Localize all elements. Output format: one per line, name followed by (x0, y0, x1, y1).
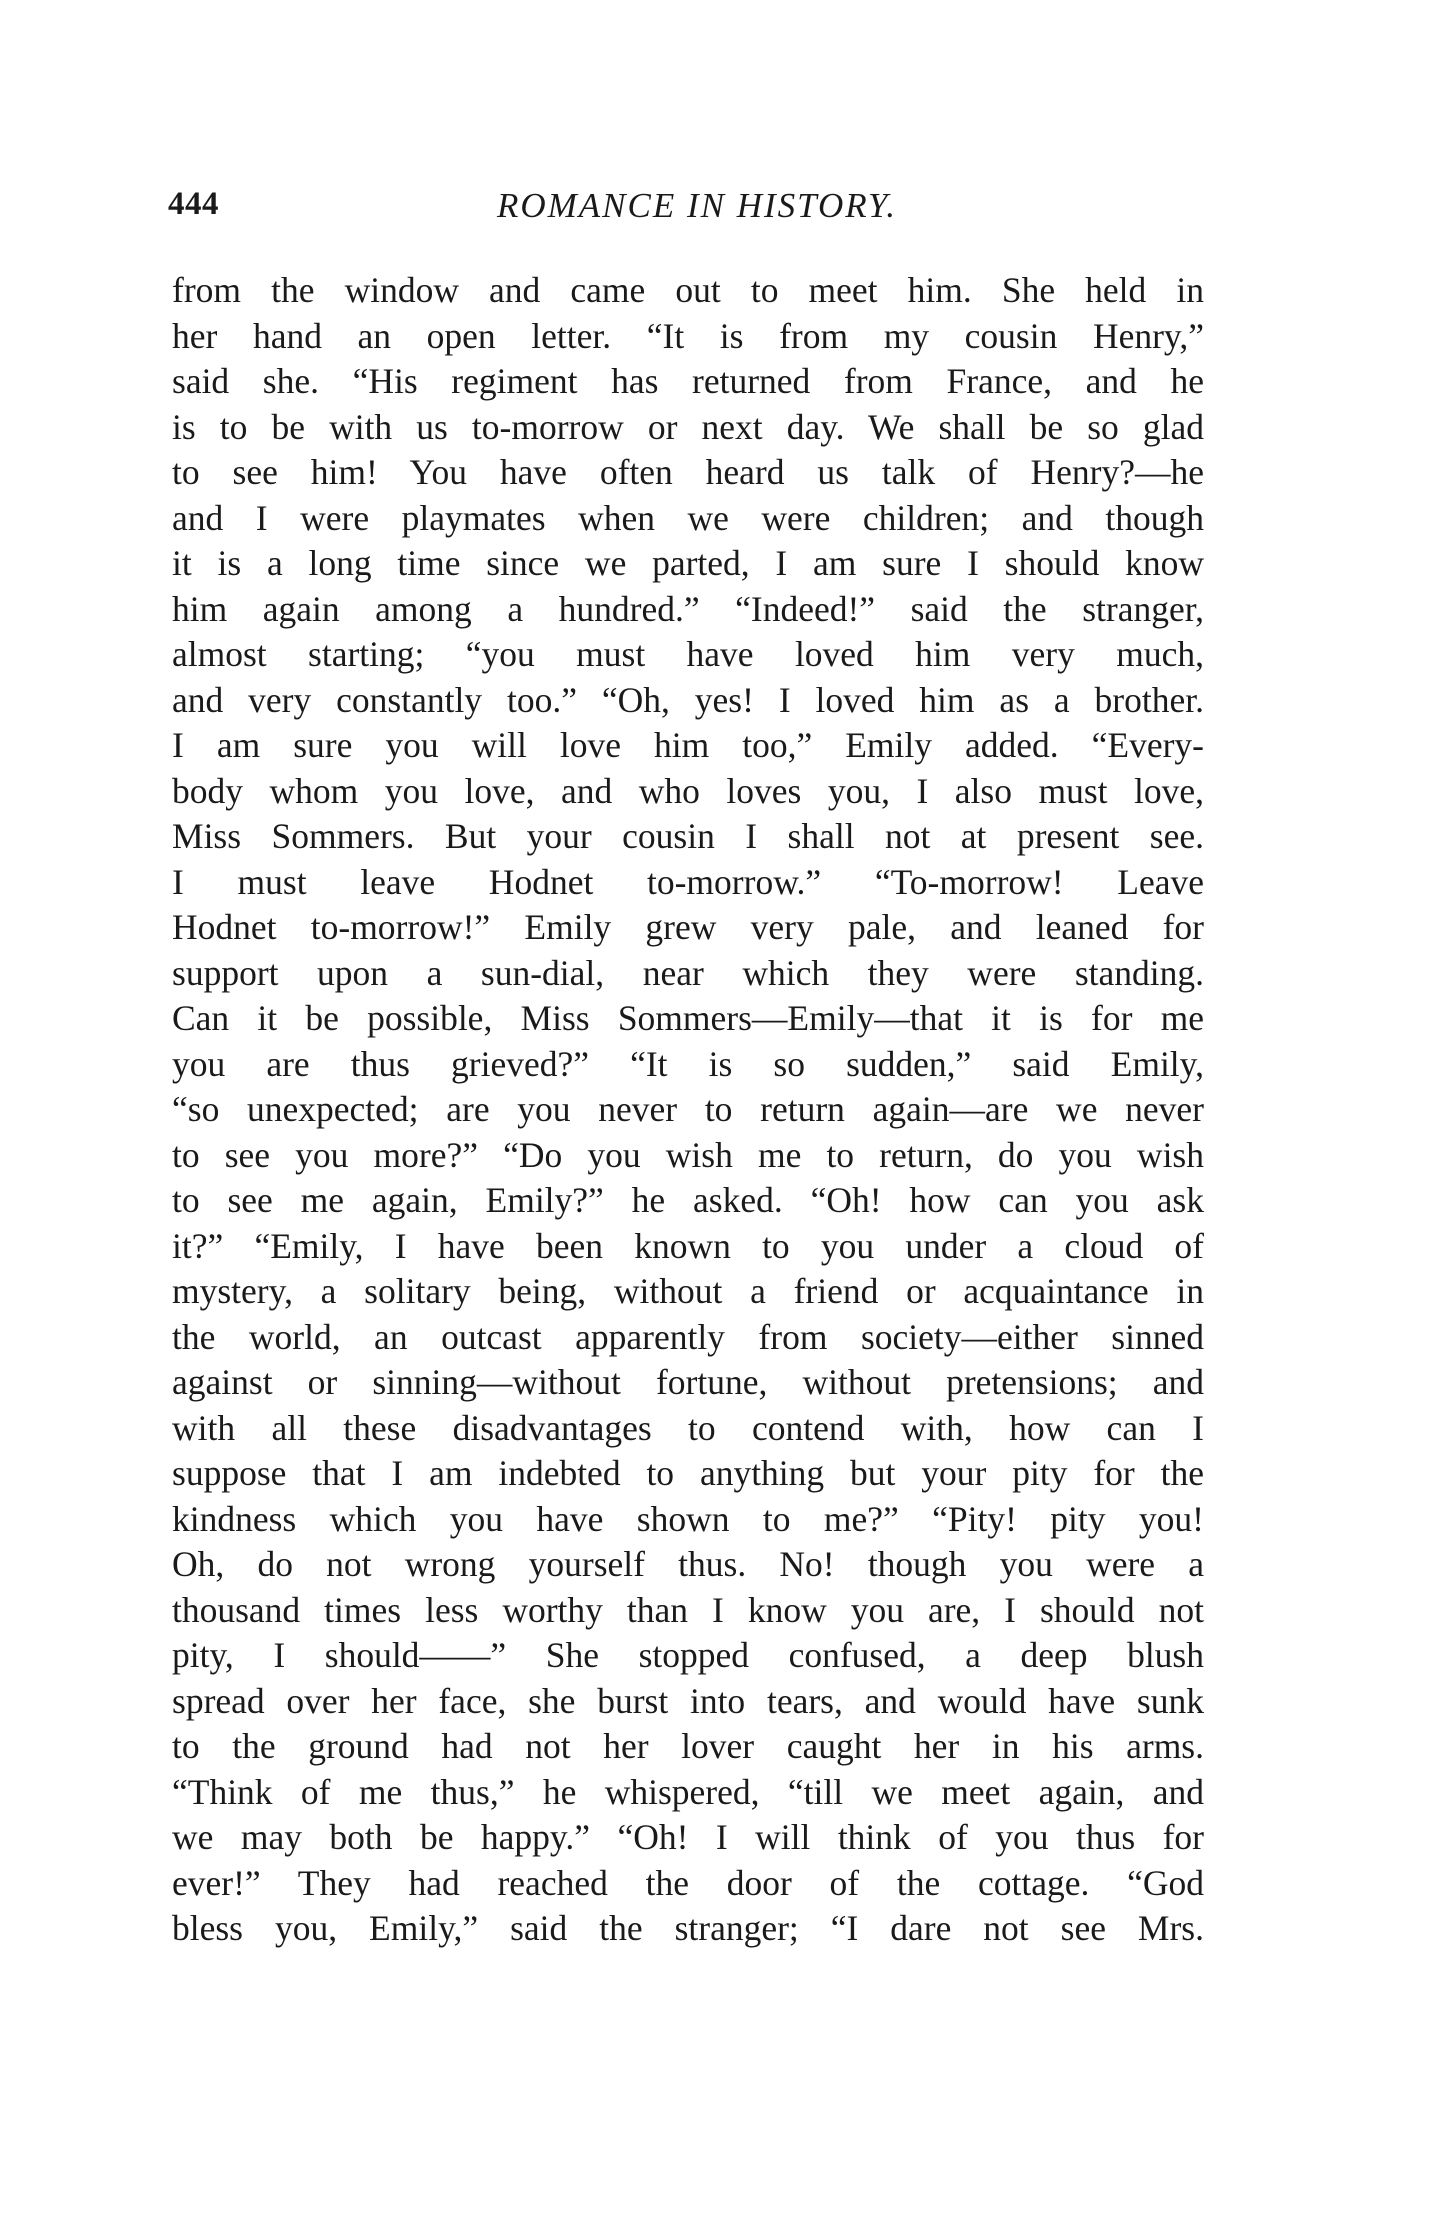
text-line: Miss Sommers. But your cousin I shall not at present see. (172, 816, 1204, 856)
text-line: Oh, do not wrong yourself thus. No! though you were a (172, 1544, 1204, 1584)
text-line: you are thus grieved?” “It is so sudden,” said Emily, (172, 1043, 1204, 1084)
text-line: thousand times less worthy than I know you are, I should not (172, 1589, 1204, 1630)
text-line: Hodnet to-morrow!” Emily grew very pale, and leaned for (172, 907, 1204, 947)
text-line: body whom you love, and who loves you, I also must love, (172, 770, 1204, 811)
page-number: 444 (168, 186, 219, 222)
text-line: him again among a hundred.” “Indeed!” said the stranger, (172, 588, 1204, 629)
text-line: it?” “Emily, I have been known to you under a cloud of (172, 1225, 1204, 1266)
text-line: to see him! You have often heard us talk of Henry?—he (172, 452, 1204, 492)
running-head: ROMANCE IN HISTORY. (496, 186, 898, 225)
text-line: ever!” They had reached the door of the cottage. “God (172, 1862, 1204, 1903)
text-line: I am sure you will love him too,” Emily added. “Every- (172, 725, 1204, 765)
text-line: to see you more?” “Do you wish me to return, do you wish (172, 1134, 1204, 1175)
text-line: Can it be possible, Miss Sommers—Emily—that it is for me (172, 998, 1204, 1038)
text-line: with all these disadvantages to contend with, how can I (172, 1407, 1204, 1448)
text-line: and I were playmates when we were children; and though (172, 497, 1204, 538)
text-line: from the window and came out to meet him. She held in (172, 270, 1204, 310)
text-line: the world, an outcast apparently from society—either sinned (172, 1316, 1204, 1357)
text-line: almost starting; “you must have loved him very much, (172, 634, 1204, 674)
text-line: pity, I should——” She stopped confused, a deep blush (172, 1635, 1204, 1675)
text-line: “Think of me thus,” he whispered, “till we meet again, and (172, 1771, 1204, 1812)
text-line: against or sinning—without fortune, without pretensions; and (172, 1362, 1204, 1402)
text-line: I must leave Hodnet to-morrow.” “To-morrow! Leave (172, 861, 1204, 902)
text-line: we may both be happy.” “Oh! I will think of you thus for (172, 1817, 1204, 1857)
text-line: it is a long time since we parted, I am sure I should know (172, 543, 1204, 583)
text-line: said she. “His regiment has returned from France, and he (172, 361, 1204, 401)
text-line: “so unexpected; are you never to return again—are we never (172, 1089, 1204, 1129)
text-line: kindness which you have shown to me?” “Pity! pity you! (172, 1498, 1204, 1539)
text-line: spread over her face, she burst into tears, and would have sunk (172, 1680, 1204, 1721)
text-line: and very constantly too.” “Oh, yes! I loved him as a brother. (172, 679, 1204, 720)
text-line: to the ground had not her lover caught her in his arms. (172, 1726, 1204, 1766)
page-header (168, 186, 1226, 236)
text-line: to see me again, Emily?” he asked. “Oh! how can you ask (172, 1180, 1204, 1220)
text-line: her hand an open letter. “It is from my cousin Henry,” (172, 315, 1204, 356)
text-line: support upon a sun-dial, near which they were standing. (172, 952, 1204, 993)
body-text (172, 268, 1204, 1952)
text-line: is to be with us to-morrow or next day. We shall be so glad (172, 406, 1204, 447)
text-line: mystery, a solitary being, without a friend or acquaintance in (172, 1271, 1204, 1311)
text-line: bless you, Emily,” said the stranger; “I dare not see Mrs. (172, 1908, 1204, 1948)
text-line: suppose that I am indebted to anything but your pity for the (172, 1453, 1204, 1493)
